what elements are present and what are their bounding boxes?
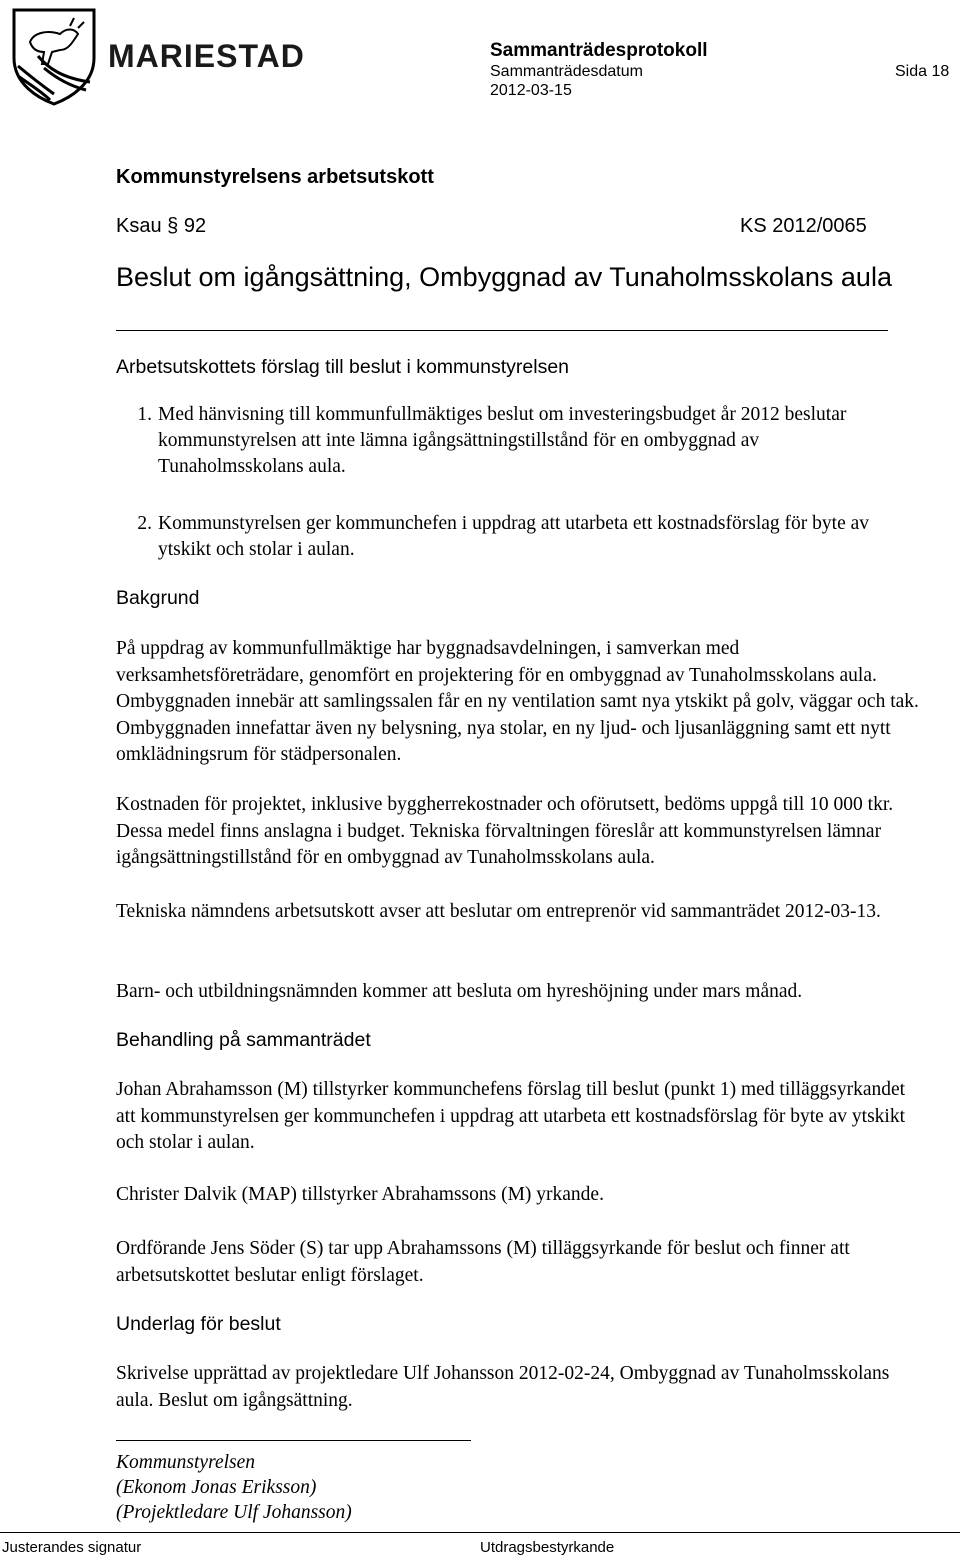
document-title: Sammanträdesprotokoll [490,40,708,61]
list-number: 2. [137,513,152,534]
list-item [116,402,906,480]
treatment-paragraph: Christer Dalvik (MAP) tillstyrker Abrahamssons (M) yrkande. [116,1184,604,1205]
signature-divider [116,1440,471,1441]
proposal-list [116,402,906,563]
distribution-item: Kommunstyrelsen [116,1452,256,1473]
list-item [116,511,906,563]
list-number: 1. [137,404,152,425]
treatment-heading: Behandling på sammanträdet [116,1029,371,1051]
paragraph-number: Ksau § 92 [116,215,207,237]
logo-wordmark: MARIESTAD [108,38,305,74]
background-paragraph: Tekniska nämndens arbetsutskott avser att beslutar om entreprenör vid sammanträdet 2012-03-13. [116,901,881,922]
treatment-paragraph: Johan Abrahamsson (M) tillstyrker kommunchefens förslag till beslut (punkt 1) med tilläggsyrkandet att kommunstyrelsen ger kommunchefen i uppdrag att utarbeta ett kostnadsförslag för byte av ytskikt och stolar i aulan. [116,1079,906,1153]
list-text: Med hänvisning till kommunfullmäktiges beslut om investeringsbudget år 2012 beslutar kommunstyrelsen att inte lämna igångsättningstillstånd för en ombyggnad av Tunaholmsskolans aula. [158,404,847,477]
background-paragraph: Barn- och utbildningsnämnden kommer att besluta om hyreshöjning under mars månad. [116,981,803,1002]
background-paragraph: På uppdrag av kommunfullmäktige har byggnadsavdelningen, i samverkan med verksamhetsföreträdare, genomfört en projektering för en ombyggnad av Tunaholmsskolans aula. Ombyggnaden innebär att samlingssalen får en ny ventilation samt nya ytskikt på golv, väggar och tak. Ombyggnaden innefattar även ny belysning, nya stolar, en ny ljud- och ljusanläggning samt ett nytt omklädningsrum för städpersonalen. [116,638,919,765]
mariestad-crest-logo [8,6,100,106]
case-number: KS 2012/0065 [740,215,867,237]
treatment-paragraph: Ordförande Jens Söder (S) tar upp Abrahamssons (M) tilläggsyrkande för beslut och finner att arbetsutskottet beslutar enligt förslaget. [116,1238,850,1286]
list-text: Kommunstyrelsen ger kommunchefen i uppdrag att utarbeta ett kostnadsförslag för byte av ytskikt och stolar i aulan. [158,513,870,560]
footer-signature-label: Justerandes signatur [2,1539,142,1556]
meeting-date-label: Sammanträdesdatum [490,63,643,80]
meeting-date: 2012-03-15 [490,82,572,99]
page-number: Sida 18 [895,63,950,80]
distribution-item: (Ekonom Jonas Eriksson) [116,1477,317,1498]
title-divider [116,330,888,331]
background-paragraph: Kostnaden för projektet, inklusive byggherrekostnader och oförutsett, bedöms uppgå till 10 000 tkr. Dessa medel finns anslagna i budget. Tekniska förvaltningen föreslår att kommunstyrelsen lämnar igångsättningstillstånd för en ombyggnad av Tunaholmsskolans aula. [116,794,894,868]
footer-divider [0,1532,960,1533]
basis-paragraph: Skrivelse upprättad av projektledare Ulf Johansson 2012-02-24, Ombyggnad av Tunaholmsskolans aula. Beslut om igångsättning. [116,1363,890,1411]
distribution-list [116,1450,352,1525]
committee-heading: Kommunstyrelsens arbetsutskott [116,166,434,188]
footer-certification-label: Utdragsbestyrkande [480,1539,615,1556]
distribution-item: (Projektledare Ulf Johansson) [116,1502,352,1523]
basis-heading: Underlag för beslut [116,1313,281,1335]
background-heading: Bakgrund [116,587,200,609]
page-title: Beslut om igångsättning, Ombyggnad av Tunaholmsskolans aula [116,262,892,292]
proposal-heading: Arbetsutskottets förslag till beslut i kommunstyrelsen [116,356,570,378]
